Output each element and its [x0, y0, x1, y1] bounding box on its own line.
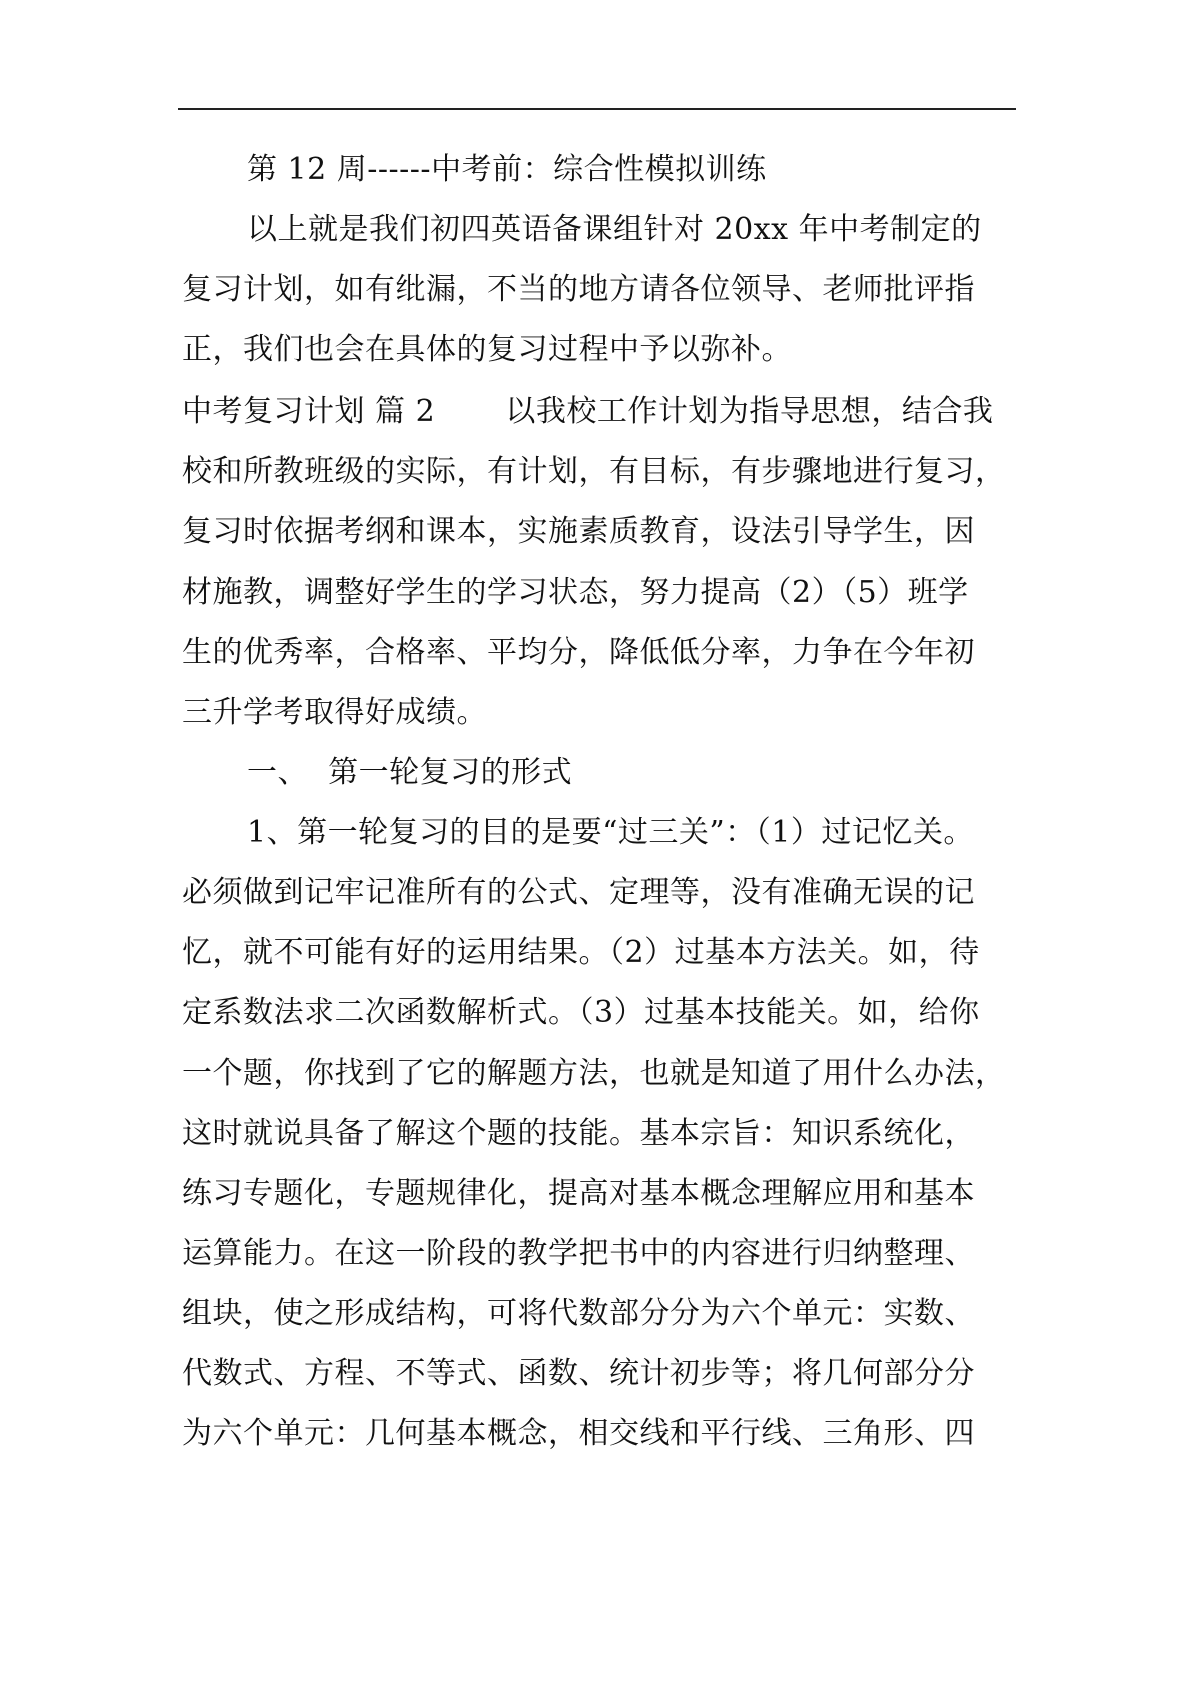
- text-line: 代数式、方程、不等式、函数、统计初步等；将几何部分分: [182, 1356, 975, 1391]
- text-line: 材施教，调整好学生的学习状态，努力提高（2）（5）班学: [182, 575, 969, 610]
- text-line: 复习计划，如有纰漏，不当的地方请各位领导、老师批评指: [182, 272, 975, 307]
- text-line: 复习时依据考纲和课本，实施素质教育，设法引导学生，因: [182, 514, 975, 549]
- text-line: 一个题，你找到了它的解题方法，也就是知道了用什么办法，: [182, 1056, 1006, 1091]
- text-line: 定系数法求二次函数解析式。（3）过基本技能关。如，给你: [182, 995, 980, 1030]
- text-line: 1、第一轮复习的目的是要“过三关”：（1）过记忆关。: [247, 815, 974, 850]
- text-line: 练习专题化，专题规律化，提高对基本概念理解应用和基本: [182, 1176, 975, 1211]
- text-line: 正，我们也会在具体的复习过程中予以弥补。: [182, 332, 792, 367]
- text-line: 运算能力。在这一阶段的教学把书中的内容进行归纳整理、: [182, 1236, 975, 1271]
- text-line: 生的优秀率，合格率、平均分，降低低分率，力争在今年初: [182, 635, 975, 670]
- text-line: 这时就说具备了解这个题的技能。基本宗旨：知识系统化，: [182, 1116, 975, 1151]
- section-heading: 一、 第一轮复习的形式: [247, 755, 573, 790]
- text-line: 三升学考取得好成绩。: [182, 695, 487, 730]
- text-line: 组块，使之形成结构，可将代数部分分为六个单元：实数、: [182, 1296, 975, 1331]
- text-line: 必须做到记牢记准所有的公式、定理等，没有准确无误的记: [182, 875, 975, 910]
- text-line: 校和所教班级的实际，有计划，有目标，有步骤地进行复习，: [182, 454, 1006, 489]
- header-rule: [178, 108, 1016, 110]
- text-line: 为六个单元：几何基本概念，相交线和平行线、三角形、四: [182, 1416, 975, 1451]
- text-line: 第 12 周------中考前：综合性模拟训练: [247, 152, 767, 187]
- text-line: 中考复习计划 篇 2 以我校工作计划为指导思想，结合我: [182, 394, 994, 429]
- text-line: 忆，就不可能有好的运用结果。（2）过基本方法关。如，待: [182, 935, 980, 970]
- text-line: 以上就是我们初四英语备课组针对 20xx 年中考制定的: [247, 212, 982, 247]
